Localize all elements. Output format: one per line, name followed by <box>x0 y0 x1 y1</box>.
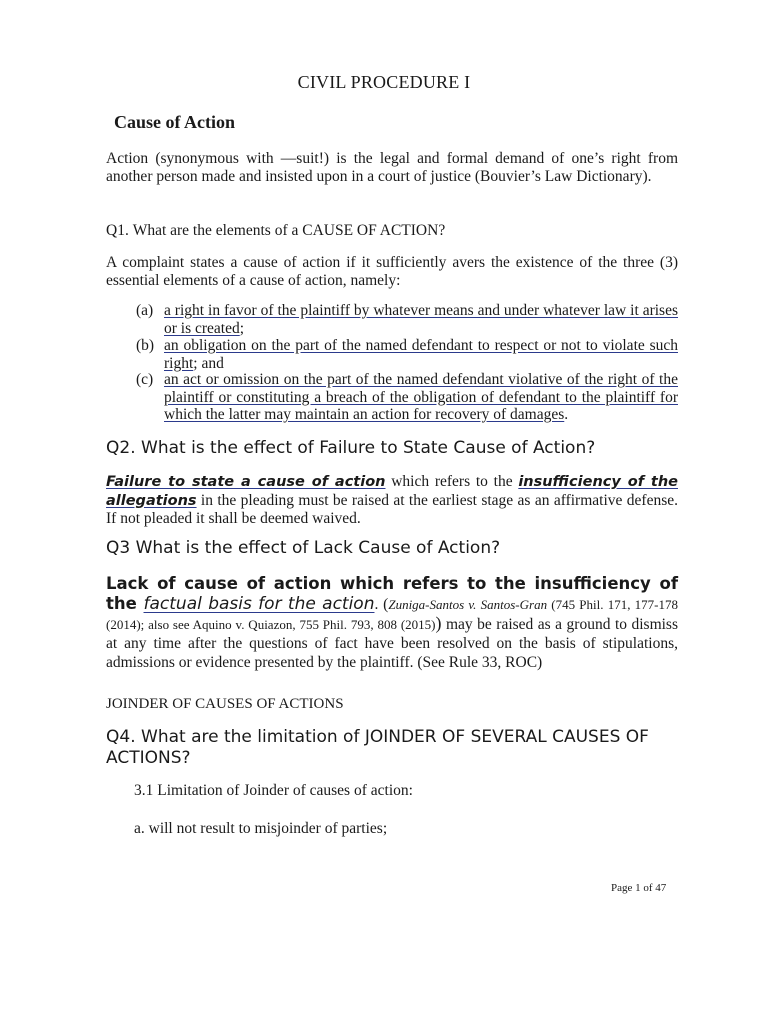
element-tail: . <box>564 406 569 423</box>
page-number: Page 1 of 47 <box>611 882 667 894</box>
element-tail: ; and <box>193 354 224 372</box>
question-1-answer: A complaint states a cause of action if it sufficiently avers the existence of the three (3) essential elements of a cause of action, namely: <box>106 254 678 289</box>
question-2: Q2. What is the effect of Failure to State Cause of Action? <box>106 438 596 458</box>
citation: Zuniga-Santos v. Santos-Gran (745 Phil. 171, 177-178 (2014); also see Aquino v. Quiazon, 755 Phil. 793, 808 (2015) <box>106 597 678 632</box>
element-text: an act or omission on the part of the named defendant violative of the right of the plaintiff or constituting a breach of the obligation of defendant to the plaintiff for which the latter may maintain an action for recovery of damages <box>164 371 678 423</box>
subsection-3-1: 3.1 Limitation of Joinder of causes of action: <box>134 782 413 799</box>
page-title: CIVIL PROCEDURE I <box>297 72 471 92</box>
section-heading: Cause of Action <box>114 112 235 132</box>
question-2-answer: Failure to state a cause of action which refers to the insufficiency of the allegations in the pleading must be raised at the earliest stage as an affirmative defense. If not pleaded it shall be deemed waived. <box>106 473 678 527</box>
element-text: an obligation on the part of the named defendant to respect or not to violate such right <box>164 337 678 372</box>
element-item-b <box>136 337 678 373</box>
term-insufficiency-allegations: insufficiency of the allegations <box>106 474 678 509</box>
element-item-c <box>136 371 678 441</box>
question-4: Q4. What are the limitation of JOINDER OF SEVERAL CAUSES OF ACTIONS? <box>106 727 649 768</box>
joinder-heading: JOINDER OF CAUSES OF ACTIONS <box>106 696 344 712</box>
question-3: Q3 What is the effect of Lack Cause of Action? <box>106 538 501 558</box>
element-text: a right in favor of the plaintiff by whatever means and under whatever law it arises or is created <box>164 302 678 337</box>
lack-of-cause-lead: Lack of cause of action which refers to the insufficiency of the <box>106 574 678 613</box>
term-failure-to-state: Failure to state a cause of action <box>106 474 386 490</box>
element-label: (b) <box>136 337 155 354</box>
element-tail: ; <box>239 319 245 337</box>
question-1: Q1. What are the elements of a CAUSE OF ACTION? <box>106 222 446 239</box>
element-label: (a) <box>136 302 154 319</box>
term-factual-basis: factual basis for the action <box>143 594 375 614</box>
intro-paragraph: Action (synonymous with —suit!) is the legal and formal demand of one’s right from another person made and insisted upon in a court of justice (Bouvier’s Law Dictionary). <box>106 150 678 185</box>
element-item-a <box>136 302 678 338</box>
question-3-answer: Lack of cause of action which refers to the insufficiency of the factual basis for the action. (Zuniga-Santos v. Santos-Gran (745 Phil. 171, 177-178 (2014); also see Aquino v. Quiazon, 755 Phil. 793, 808 (2015)) may be raised as a ground to dismiss at any time after the questions of fact have been resolved on the basis of stipulations, admissions or evidence presented by the plaintiff. (See Rule 33, ROC) <box>106 574 678 671</box>
element-label: (c) <box>136 371 154 388</box>
subsection-item-a: a. will not result to misjoinder of parties; <box>134 820 388 837</box>
